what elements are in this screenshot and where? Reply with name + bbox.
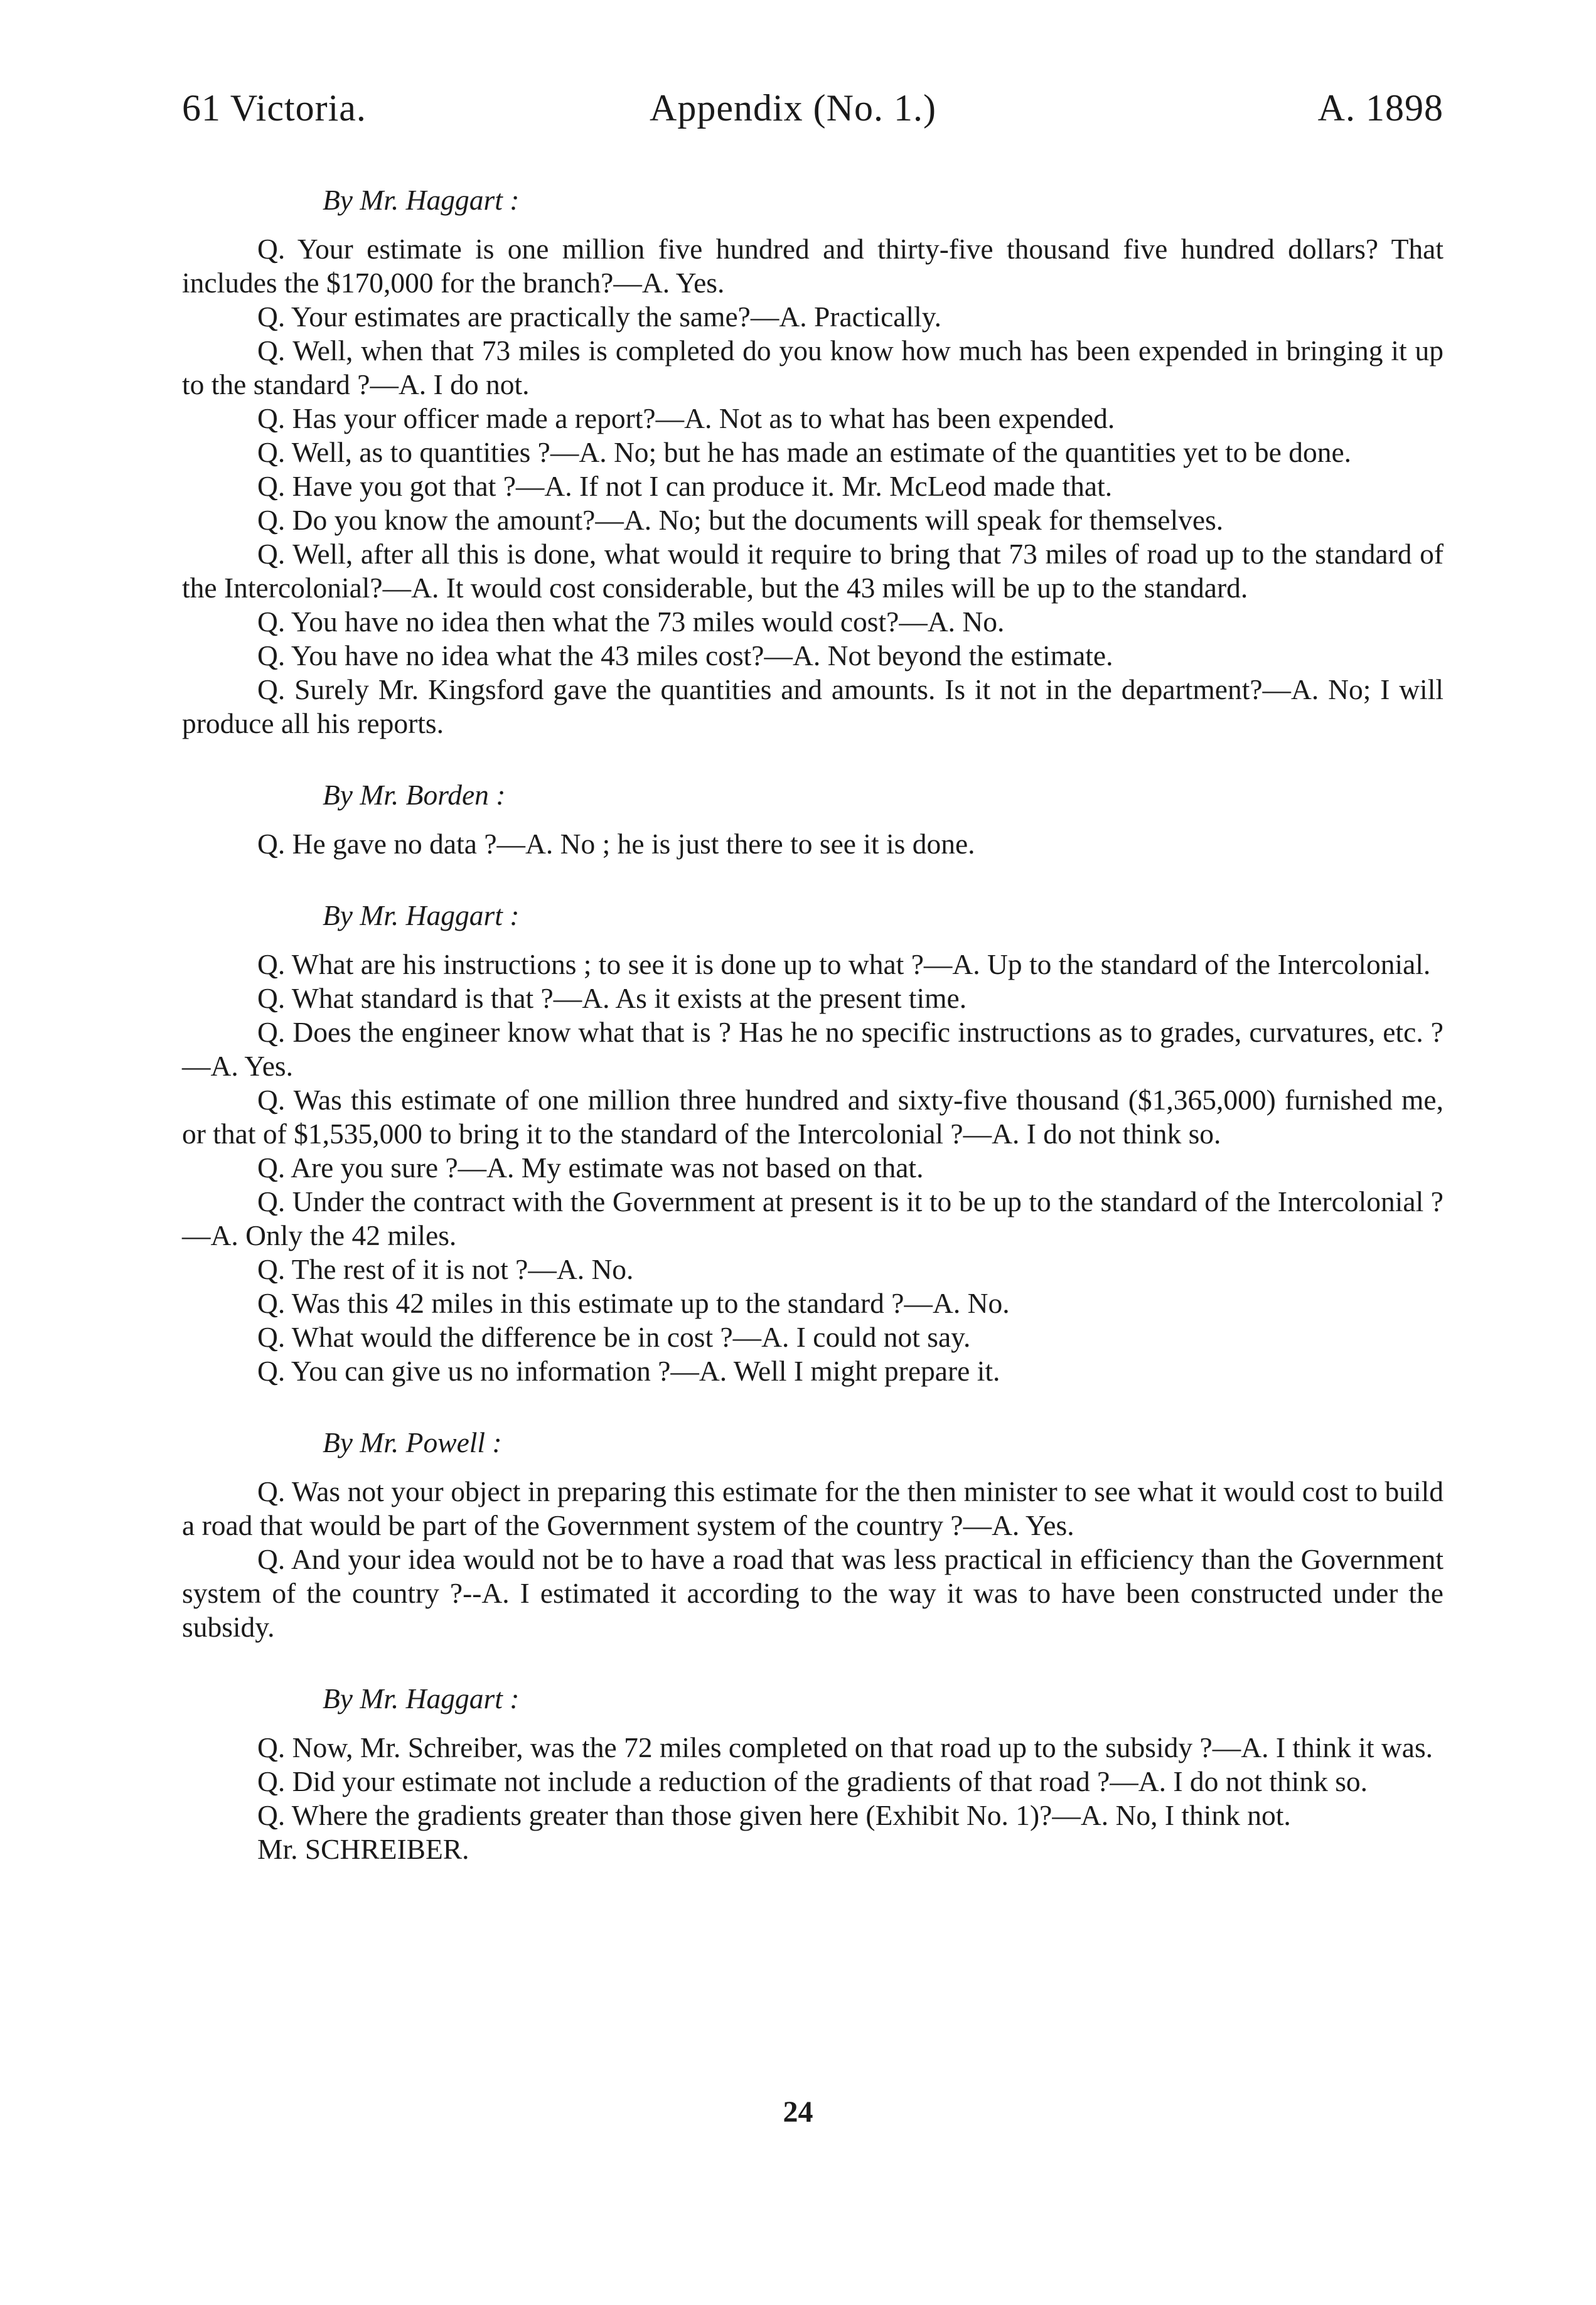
question-answer: Q. Your estimates are practically the same?—A. Practically. xyxy=(257,301,941,333)
section-borden xyxy=(182,778,1443,861)
question-answer: Q. Well, when that 73 miles is completed do you know how much has been expended in bringing it up to the standard ?—A. I do not. xyxy=(182,334,1443,400)
question-answer: Q. And your idea would not be to have a road that was less practical in efficiency than the Government system of the country ?--A. I estimated it according to the way it was to have been constructed under the subsidy. xyxy=(182,1543,1443,1643)
byline: By Mr. Haggart : xyxy=(323,899,520,931)
question-answer: Q. Under the contract with the Government at present is it to be up to the standard of the Intercolonial ?—A. Only the 42 miles. xyxy=(182,1185,1443,1251)
question-answer: Q. Was this estimate of one million three hundred and sixty-five thousand ($1,365,000) furnished me, or that of $1,535,000 to bring it to the standard of the Intercolonial ?—A. I do not think so. xyxy=(182,1084,1443,1150)
question-answer: Q. Are you sure ?—A. My estimate was not based on that. xyxy=(257,1152,924,1184)
question-answer: Q. He gave no data ?—A. No ; he is just there to see it is done. xyxy=(257,828,975,860)
question-answer: Q. What would the difference be in cost ?—A. I could not say. xyxy=(257,1321,971,1353)
section-haggart-2 xyxy=(182,899,1443,1388)
section-haggart-1 xyxy=(182,183,1443,741)
byline: By Mr. Borden : xyxy=(323,779,506,811)
question-answer: Q. The rest of it is not ?—A. No. xyxy=(257,1253,634,1285)
question-answer: Q. Your estimate is one million five hundred and thirty-five thousand five hundred dollars? That includes the $170,000 for the branch?—A. Yes. xyxy=(182,233,1443,299)
section-haggart-3 xyxy=(182,1682,1443,1866)
question-answer: Q. Has your officer made a report?—A. Not as to what has been expended. xyxy=(257,402,1115,434)
header-appendix: Appendix (No. 1.) xyxy=(650,87,936,129)
question-answer: Q. Did your estimate not include a reduction of the gradients of that road ?—A. I do not think so. xyxy=(257,1765,1368,1797)
question-answer: Q. Where the gradients greater than those given here (Exhibit No. 1)?—A. No, I think not. xyxy=(257,1799,1291,1831)
byline: By Mr. Haggart : xyxy=(323,1682,520,1714)
question-answer: Q. Was this 42 miles in this estimate up to the standard ?—A. No. xyxy=(257,1287,1010,1319)
question-answer: Q. Do you know the amount?—A. No; but the documents will speak for themselves. xyxy=(257,504,1224,536)
question-answer: Q. You have no idea what the 43 miles cost?—A. Not beyond the estimate. xyxy=(257,639,1113,671)
witness-signature: Mr. SCHREIBER. xyxy=(257,1833,469,1865)
question-answer: Q. What standard is that ?—A. As it exists at the present time. xyxy=(257,982,967,1014)
question-answer: Q. Well, after all this is done, what would it require to bring that 73 miles of road up to the standard of the Intercolonial?—A. It would cost considerable, but the 43 miles will be up to the standard. xyxy=(182,538,1443,604)
question-answer: Q. Surely Mr. Kingsford gave the quantities and amounts. Is it not in the department?—A. No; I will produce all his reports. xyxy=(182,673,1443,739)
page-header xyxy=(182,87,1443,143)
question-answer: Q. Have you got that ?—A. If not I can produce it. Mr. McLeod made that. xyxy=(257,470,1113,502)
section-powell xyxy=(182,1426,1443,1644)
question-answer: Q. You have no idea then what the 73 miles would cost?—A. No. xyxy=(257,606,1005,638)
question-answer: Q. Does the engineer know what that is ? Has he no specific instructions as to grades, curvatures, etc. ?—A. Yes. xyxy=(182,1016,1443,1082)
question-answer: Q. What are his instructions ; to see it is done up to what ?—A. Up to the standard of the Intercolonial. xyxy=(257,948,1431,980)
question-answer: Q. Was not your object in preparing this estimate for the then minister to see what it would cost to build a road that would be part of the Government system of the country ?—A. Yes. xyxy=(182,1475,1443,1541)
question-answer: Q. Well, as to quantities ?—A. No; but he has made an estimate of the quantities yet to be done. xyxy=(257,436,1352,468)
question-answer: Q. You can give us no information ?—A. Well I might prepare it. xyxy=(257,1355,1000,1387)
header-session: 61 Victoria. xyxy=(182,87,367,129)
testimony-body xyxy=(182,183,1443,1866)
header-year: A. 1898 xyxy=(1317,87,1443,129)
byline: By Mr. Haggart : xyxy=(323,184,520,216)
byline: By Mr. Powell : xyxy=(323,1426,502,1458)
question-answer: Q. Now, Mr. Schreiber, was the 72 miles completed on that road up to the subsidy ?—A. I think it was. xyxy=(257,1731,1433,1763)
page-number: 24 xyxy=(783,2095,813,2129)
